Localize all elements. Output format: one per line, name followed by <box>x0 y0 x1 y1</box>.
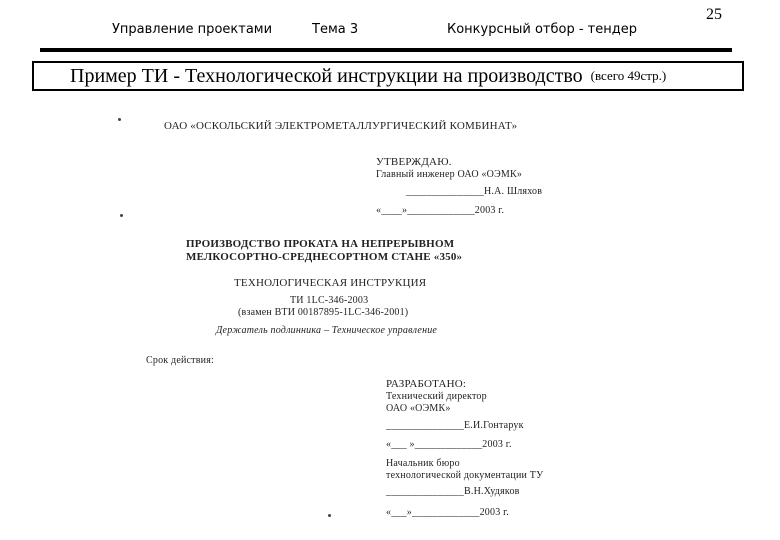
doc-replaces: (взамен ВТИ 00187895-1LС-346-2001) <box>238 307 409 318</box>
header-topic: Тема 3 <box>312 22 359 37</box>
doc-bureau-line1: Начальник бюро <box>386 458 460 469</box>
slide-title-note: (всего 49стр.) <box>590 68 667 83</box>
doc-approve-signature: _______________Н.А. Шляхов <box>406 186 543 197</box>
header-section: Конкурсный отбор - тендер <box>447 22 637 37</box>
header-course: Управление проектами <box>112 22 273 37</box>
doc-production-line2: МЕЛКОСОРТНО-СРЕДНЕСОРТНОМ СТАНЕ «350» <box>186 251 463 263</box>
slide-title-box <box>32 61 744 91</box>
doc-developed-date: «___ »_____________2003 г. <box>386 439 512 450</box>
doc-approve-heading: УТВЕРЖДАЮ. <box>376 156 452 168</box>
doc-approve-role: Главный инженер ОАО «ОЭМК» <box>376 169 523 180</box>
scan-speck <box>118 118 121 121</box>
header-rule <box>40 48 732 52</box>
doc-bureau-signature: _______________В.Н.Худяков <box>386 486 520 497</box>
scan-speck <box>120 214 123 217</box>
doc-bureau-date: «___»_____________2003 г. <box>386 507 509 518</box>
doc-production-line1: ПРОИЗВОДСТВО ПРОКАТА НА НЕПРЕРЫВНОМ <box>186 238 455 250</box>
doc-developed-signature: _______________Е.И.Гонтарук <box>386 420 524 431</box>
slide-number: 25 <box>706 6 722 23</box>
doc-code: ТИ 1LС-346-2003 <box>290 295 369 306</box>
doc-developed-heading: РАЗРАБОТАНО: <box>386 378 467 390</box>
scan-speck <box>328 514 331 517</box>
slide-title: Пример ТИ - Технологической инструкции на производство <box>70 64 583 87</box>
doc-approve-date: «____»_____________2003 г. <box>376 205 505 216</box>
doc-holder: Держатель подлинника – Техническое управление <box>216 325 438 336</box>
scanned-document <box>118 100 638 540</box>
doc-developed-role2: ОАО «ОЭМК» <box>386 403 451 414</box>
doc-term: Срок действия: <box>146 355 214 366</box>
doc-type: ТЕХНОЛОГИЧЕСКАЯ ИНСТРУКЦИЯ <box>234 277 427 289</box>
doc-developed-role1: Технический директор <box>386 391 487 402</box>
doc-company: ОАО «ОСКОЛЬСКИЙ ЭЛЕКТРОМЕТАЛЛУРГИЧЕСКИЙ КОМБИНАТ» <box>164 120 518 132</box>
doc-bureau-line2: технологической документации ТУ <box>386 470 544 481</box>
